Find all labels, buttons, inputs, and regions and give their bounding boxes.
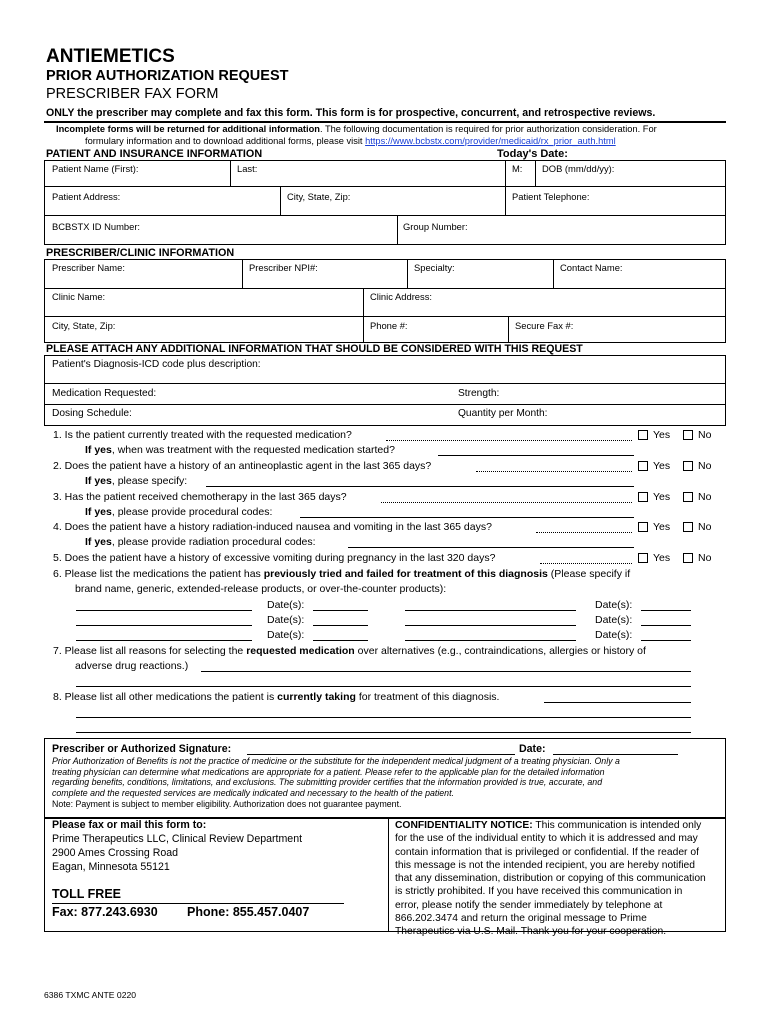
question-4-followup: If yes, please provide radiation procedural codes:	[85, 536, 316, 548]
prescriber-section-title: PRESCRIBER/CLINIC INFORMATION	[46, 247, 235, 259]
medication-requested-field[interactable]: Medication Requested:	[52, 388, 157, 399]
documentation-note: Incomplete forms will be returned for additional information. The following documentation is required for prior authorization consideration. For	[56, 124, 657, 134]
q6-dates-label-3: Date(s):	[267, 629, 305, 641]
q3-no-checkbox[interactable]	[683, 492, 693, 502]
patient-dob-field[interactable]: DOB (mm/dd/yy):	[542, 163, 615, 174]
clinic-name-field[interactable]: Clinic Name:	[52, 291, 106, 302]
quantity-field[interactable]: Quantity per Month:	[458, 408, 548, 419]
secure-fax-field[interactable]: Secure Fax #:	[515, 320, 574, 331]
q6-dates-line-1[interactable]	[313, 610, 368, 611]
form-title: ANTIEMETICS	[46, 46, 175, 67]
q3-no-label: No	[698, 491, 712, 503]
clinic-city-field[interactable]: City, State, Zip:	[52, 320, 116, 331]
payment-note: Note: Payment is subject to member eligibility. Authorization does not guarantee payment.	[52, 799, 402, 809]
fax-number: Fax: 877.243.6930	[52, 905, 158, 919]
instruction-text: ONLY the prescriber may complete and fax this form. This form is for prospective, concurrent, and retrospective reviews.	[46, 107, 656, 119]
question-3-followup: If yes, please provide procedural codes:	[85, 506, 273, 518]
bcbstx-id-field[interactable]: BCBSTX ID Number:	[52, 221, 141, 232]
group-number-field[interactable]: Group Number:	[403, 221, 468, 232]
q6-dates-line-5[interactable]	[641, 625, 691, 626]
question-7: 7. Please list all reasons for selecting the requested medication over alternatives (e.g., contraindications, allergies or history of	[53, 645, 646, 657]
phone-field[interactable]: Phone #:	[370, 320, 408, 331]
patient-info-table	[44, 160, 726, 245]
q2-no-checkbox[interactable]	[683, 461, 693, 471]
q6-dates-line-2[interactable]	[313, 625, 368, 626]
q6-dates-label-1: Date(s):	[267, 599, 305, 611]
q2-yes-label: Yes	[653, 460, 671, 472]
header-divider	[44, 121, 726, 123]
contact-heading: Please fax or mail this form to:	[52, 819, 207, 831]
patient-section-title: PATIENT AND INSURANCE INFORMATION	[46, 148, 263, 160]
q6-dates-label-2: Date(s):	[267, 614, 305, 626]
q6-dates-label-6: Date(s):	[595, 629, 633, 641]
signature-label: Prescriber or Authorized Signature:	[52, 743, 232, 755]
q5-no-checkbox[interactable]	[683, 553, 693, 563]
q2-yes-checkbox[interactable]	[638, 461, 648, 471]
patient-address-field[interactable]: Patient Address:	[52, 191, 121, 202]
question-4: 4. Does the patient have a history radiation-induced nausea and vomiting in the last 365 days?	[53, 521, 492, 533]
question-8: 8. Please list all other medications the patient is currently taking for treatment of this diagnosis.	[53, 691, 500, 703]
q8-answer-line-3[interactable]	[76, 732, 691, 733]
signature-date-label: Date:	[519, 743, 546, 755]
patient-city-field[interactable]: City, State, Zip:	[287, 191, 351, 202]
formulary-note: formulary information and to download additional forms, please visit https://www.bcbstx.com/provider/medicaid/rx_prior_auth.html	[85, 136, 616, 146]
q6-med-line-1[interactable]	[76, 610, 252, 611]
formulary-link[interactable]: https://www.bcbstx.com/provider/medicaid/rx_prior_auth.html	[365, 136, 616, 146]
contact-company: Prime Therapeutics LLC, Clinical Review Department	[52, 833, 303, 845]
clinic-address-field[interactable]: Clinic Address:	[370, 291, 433, 302]
diagnosis-field[interactable]: Patient's Diagnosis-ICD code plus description:	[52, 359, 261, 370]
question-6-line2: brand name, generic, extended-release products, or over-the-counter products):	[75, 583, 447, 595]
confidentiality-notice: CONFIDENTIALITY NOTICE: This communication is intended only for the use of the individual entity to which it is addressed and may contain information that is privileged or confidential. If the reader of this message is not the intended recipient, you are hereby notified that any dissemination, distribution or copying of this communication is strictly prohibited. If you have received this communication in error, please notify the sender immediately by telephone at 866.202.3474 and return the original message to Prime Therapeutics via U.S. Mail. Thank you for your cooperation.	[395, 820, 706, 938]
q4-no-checkbox[interactable]	[683, 522, 693, 532]
q3-followup-line[interactable]	[300, 517, 634, 518]
specialty-field[interactable]: Specialty:	[414, 262, 455, 273]
patient-telephone-field[interactable]: Patient Telephone:	[512, 191, 590, 202]
q6-dates-line-3[interactable]	[313, 640, 368, 641]
patient-last-name-field[interactable]: Last:	[237, 163, 258, 174]
q6-dates-label-5: Date(s):	[595, 614, 633, 626]
toll-free-label: TOLL FREE	[52, 887, 121, 901]
q1-no-checkbox[interactable]	[683, 430, 693, 440]
question-6: 6. Please list the medications the patient has previously tried and failed for treatment of this diagnosis (Please specify if	[53, 568, 631, 580]
question-1-followup: If yes, when was treatment with the requested medication started?	[85, 444, 395, 456]
q5-yes-checkbox[interactable]	[638, 553, 648, 563]
q4-yes-label: Yes	[653, 521, 671, 533]
q4-yes-checkbox[interactable]	[638, 522, 648, 532]
prescriber-npi-field[interactable]: Prescriber NPI#:	[249, 262, 318, 273]
q6-dates-label-4: Date(s):	[595, 599, 633, 611]
q6-dates-line-4[interactable]	[641, 610, 691, 611]
contact-street: 2900 Ames Crossing Road	[52, 847, 179, 859]
q5-yes-label: Yes	[653, 552, 671, 564]
q3-yes-checkbox[interactable]	[638, 492, 648, 502]
q4-no-label: No	[698, 521, 712, 533]
question-7-line2: adverse drug reactions.)	[75, 660, 189, 672]
q1-yes-label: Yes	[653, 429, 671, 441]
q1-no-label: No	[698, 429, 712, 441]
question-1: 1. Is the patient currently treated with the requested medication?	[53, 429, 352, 441]
q6-med-line-6[interactable]	[405, 640, 576, 641]
q7-answer-line-1[interactable]	[201, 671, 691, 672]
strength-field[interactable]: Strength:	[458, 388, 500, 399]
patient-first-name-field[interactable]: Patient Name (First):	[52, 163, 139, 174]
q6-med-line-3[interactable]	[76, 640, 252, 641]
disclaimer: Prior Authorization of Benefits is not the practice of medicine or the substitute for the independent medical judgment of a treating physician. Only a treating physician can determine what medications are appropriate for a patient. Please refer to the applicable plan for the detailed information regarding benefits, conditions, limitations, and exclusions. The submitting provider certifies that the information provided is true, accurate, and complete and the requested services are medically indicated and necessary to the health of the patient.	[52, 756, 620, 798]
q6-med-line-5[interactable]	[405, 625, 576, 626]
dosing-schedule-field[interactable]: Dosing Schedule:	[52, 408, 132, 419]
form-subtitle: PRIOR AUTHORIZATION REQUEST	[46, 68, 289, 84]
question-5: 5. Does the patient have a history of excessive vomiting during pregnancy in the last 320 days?	[53, 552, 496, 564]
contact-city: Eagan, Minnesota 55121	[52, 861, 170, 873]
prescriber-name-field[interactable]: Prescriber Name:	[52, 262, 125, 273]
signature-line[interactable]	[247, 754, 515, 755]
phone-number: Phone: 855.457.0407	[187, 905, 310, 919]
patient-mi-field[interactable]: M:	[512, 163, 523, 174]
question-3: 3. Has the patient received chemotherapy in the last 365 days?	[53, 491, 347, 503]
todays-date-label: Today's Date:	[497, 148, 568, 160]
form-code: 6386 TXMC ANTE 0220	[44, 990, 137, 1000]
request-section-title: PLEASE ATTACH ANY ADDITIONAL INFORMATION THAT SHOULD BE CONSIDERED WITH THIS REQUEST	[46, 343, 583, 355]
question-2-followup: If yes, please specify:	[85, 475, 188, 487]
q6-med-line-4[interactable]	[405, 610, 576, 611]
q8-answer-line-2[interactable]	[76, 717, 691, 718]
q1-yes-checkbox[interactable]	[638, 430, 648, 440]
contact-name-field[interactable]: Contact Name:	[560, 262, 623, 273]
q1-followup-line[interactable]	[438, 455, 634, 456]
question-2: 2. Does the patient have a history of an antineoplastic agent in the last 365 days?	[53, 460, 432, 472]
q5-no-label: No	[698, 552, 712, 564]
q8-answer-line-1[interactable]	[544, 702, 691, 703]
q2-followup-line[interactable]	[206, 486, 634, 487]
q2-no-label: No	[698, 460, 712, 472]
q6-med-line-2[interactable]	[76, 625, 252, 626]
form-type: PRESCRIBER FAX FORM	[46, 86, 219, 102]
q4-followup-line[interactable]	[348, 547, 634, 548]
q6-dates-line-6[interactable]	[641, 640, 691, 641]
q3-yes-label: Yes	[653, 491, 671, 503]
signature-date-line[interactable]	[553, 754, 678, 755]
q7-answer-line-2[interactable]	[76, 686, 691, 687]
